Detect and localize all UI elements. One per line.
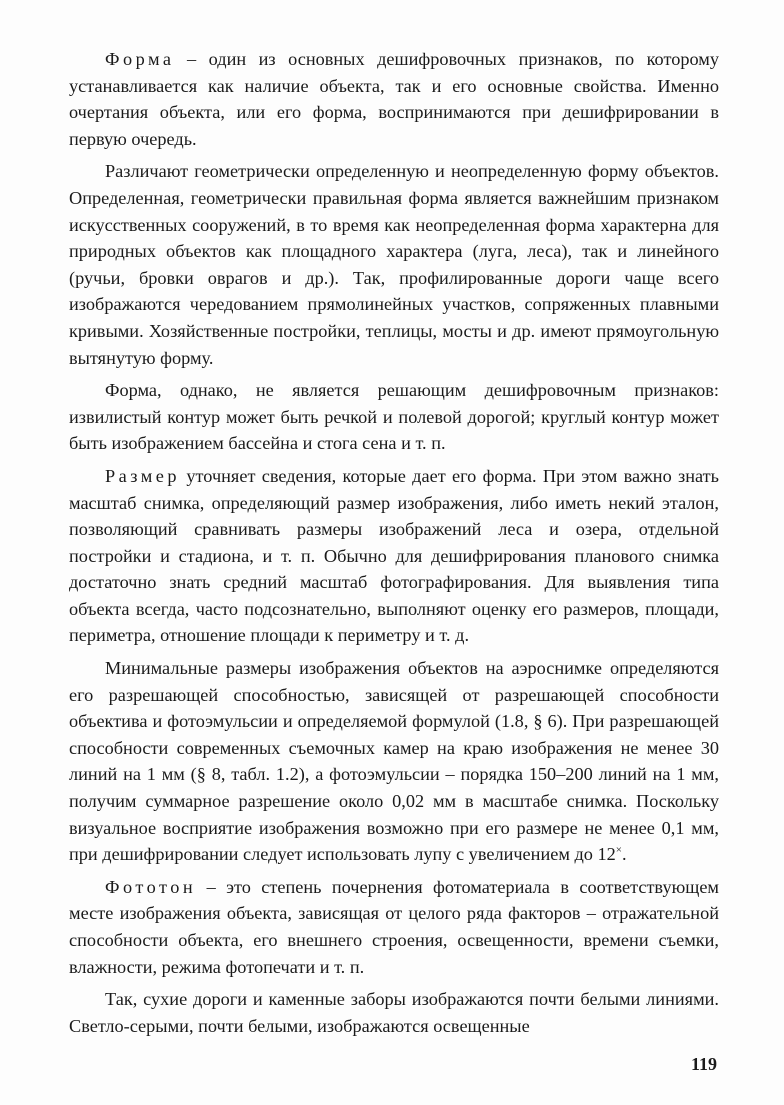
term-size: Размер <box>105 465 181 486</box>
term-form: Форма <box>105 49 175 69</box>
paragraph-text: Минимальные размеры изображения объектов на аэроснимке определяются его разрешающей способностью, зависящей от разрешающей способности объектива и фотоэмульсии и определяемой формулой (1.8, § 6). При разрешающей способности современных съемочных камер на краю изображения не менее 30 линий на 1 мм (§ 8, табл. 1.2), а фотоэмульсии – порядка 150–200 линий на 1 мм, получим суммарное разрешение около 0,02 мм в масштабе снимка. Поскольку визуальное восприятие изображения возможно при его размере не менее 0,1 мм, при дешифрировании следует использовать лупу с увеличением до 12 <box>69 658 719 865</box>
paragraph-text: – это степень почернения фотоматериала в соответствующем месте изображения объекта, зависящая от целого ряда факторов – отражательной способности объекта, его внешнего строения, освещенности, времени съемки, влажности, режима фотопечати и т. п. <box>69 876 719 977</box>
paragraph-text: Так, сухие дороги и каменные заборы изображаются почти белыми линиями. Светло-серыми, почти белыми, изображаются освещенные <box>69 989 719 1036</box>
paragraph-text: Различают геометрически определенную и неопределенную форму объектов. Определенная, геометрически правильная форма является важнейшим признаком искусственных сооружений, в то время как неопределенная форма характерна для природных объектов как площадного характера (луга, леса), так и линейного (ручьи, бровки оврагов и др.). Так, профилированные дороги чаще всего изображаются чередованием прямолинейных участков, сопряженных плавными кривыми. Хозяйственные постройки, теплицы, мосты и др. имеют прямоугольную вытянутую форму. <box>69 161 719 368</box>
paragraph-form-limits <box>69 377 719 457</box>
paragraph-phototone <box>69 874 719 980</box>
paragraph-form-types <box>69 158 719 371</box>
page-number: 119 <box>690 1054 717 1074</box>
magnification-superscript: × <box>615 844 623 857</box>
paragraph-text: – один из основных дешифровочных признаков, по которому устанавливается как наличие объекта, так и его основные свойства. Именно очертания объекта, или его форма, воспринимаются при дешифрировании в первую очередь. <box>69 49 719 149</box>
paragraph-resolution <box>69 655 719 868</box>
paragraph-form <box>69 46 719 152</box>
term-phototone: Фототон <box>105 876 197 897</box>
paragraph-text: уточняет сведения, которые дает его форма. При этом важно знать масштаб снимка, определяющий размер изображения, либо иметь некий эталон, позволяющий сравнивать размеры изображений леса и озера, отдельной постройки и стадиона, и т. п. Обычно для дешифрирования планового снимка достаточно знать средний масштаб фотографирования. Для выявления типа объекта всегда, часто подсознательно, выполняют оценку его размеров, площади, периметра, отношение площади к периметру и т. д. <box>69 465 719 646</box>
paragraph-size <box>69 463 719 649</box>
paragraph-roads <box>69 986 719 1039</box>
body-text <box>69 46 719 1045</box>
paragraph-text: Форма, однако, не является решающим дешифровочным признаков: извилистый контур может быть речкой и полевой дорогой; круглый контур может быть изображением бассейна и стога сена и т. п. <box>69 380 719 454</box>
paragraph-tail: . <box>622 844 627 865</box>
